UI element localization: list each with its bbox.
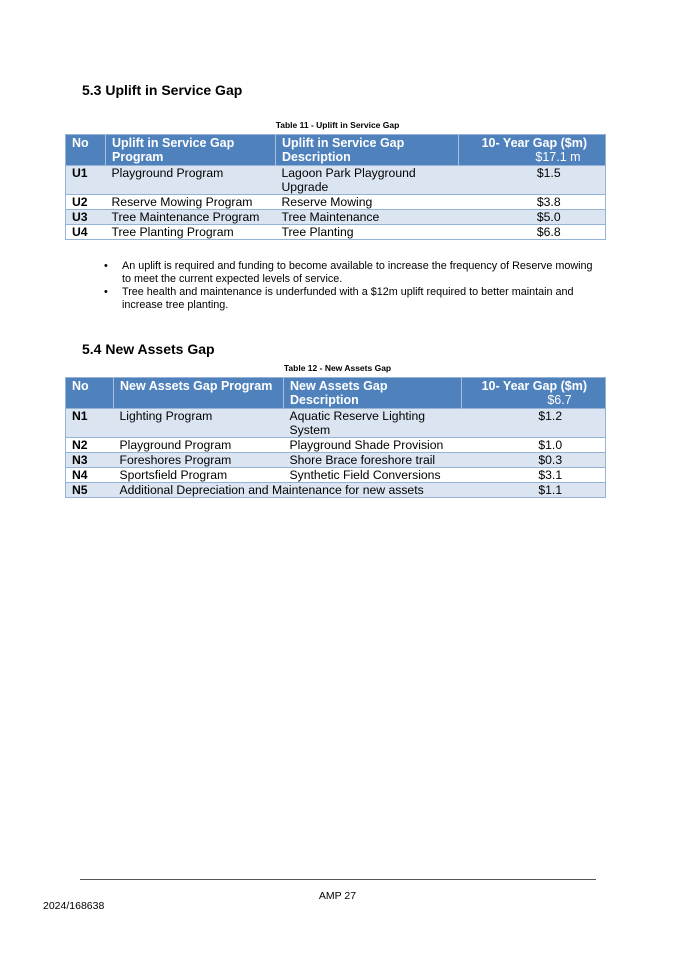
table-row <box>66 468 606 483</box>
header-gap-label: 10- Year Gap ($m) <box>481 379 587 393</box>
header-description: Uplift in Service Gap Description <box>276 135 459 166</box>
row-no: N1 <box>66 409 114 438</box>
row-no: U3 <box>66 210 106 225</box>
new-assets-gap-table <box>65 377 606 498</box>
row-program: Reserve Mowing Program <box>106 195 276 210</box>
table-row <box>66 195 606 210</box>
table-header-row <box>66 378 606 409</box>
header-program: New Assets Gap Program <box>114 378 284 409</box>
row-no: U2 <box>66 195 106 210</box>
header-gap-label: 10- Year Gap ($m) <box>481 136 587 150</box>
page-number: AMP 27 <box>318 890 357 902</box>
bullet-item: • An uplift is required and funding to become available to increase the frequency of Reserve mowing to meet the current expected levels of service. <box>104 260 604 286</box>
table-row <box>66 210 606 225</box>
row-no: N4 <box>66 468 114 483</box>
row-description: Reserve Mowing <box>276 195 459 210</box>
row-description: Lagoon Park Playground Upgrade <box>276 166 459 195</box>
row-program: Foreshores Program <box>114 453 284 468</box>
section-heading-uplift: 5.3 Uplift in Service Gap <box>82 82 243 98</box>
table-row <box>66 409 606 438</box>
row-program: Tree Maintenance Program <box>106 210 276 225</box>
header-gap-total: $6.7 <box>547 393 572 407</box>
header-no: No <box>66 135 106 166</box>
table-row <box>66 166 606 195</box>
table-caption-12: Table 12 - New Assets Gap <box>283 363 392 373</box>
row-description: Synthetic Field Conversions <box>284 468 462 483</box>
row-description: Aquatic Reserve Lighting System <box>284 409 462 438</box>
row-no: U1 <box>66 166 106 195</box>
header-gap-total: $17.1 m <box>535 150 581 164</box>
row-program: Tree Planting Program <box>106 225 276 240</box>
row-no: N2 <box>66 438 114 453</box>
table-caption-11: Table 11 - Uplift in Service Gap <box>275 120 400 130</box>
row-gap: $3.8 <box>459 195 606 210</box>
row-gap: $1.0 <box>462 438 606 453</box>
row-gap: $6.8 <box>459 225 606 240</box>
row-program: Sportsfield Program <box>114 468 284 483</box>
table-row <box>66 438 606 453</box>
row-gap: $1.2 <box>462 409 606 438</box>
row-gap: $5.0 <box>459 210 606 225</box>
section-heading-new-assets: 5.4 New Assets Gap <box>82 341 215 357</box>
row-gap: $0.3 <box>462 453 606 468</box>
header-gap <box>462 378 606 409</box>
row-no: U4 <box>66 225 106 240</box>
row-no: N3 <box>66 453 114 468</box>
header-program: Uplift in Service Gap Program <box>106 135 276 166</box>
header-description: New Assets Gap Description <box>284 378 462 409</box>
row-description: Shore Brace foreshore trail <box>284 453 462 468</box>
row-description: Tree Maintenance <box>276 210 459 225</box>
row-gap: $3.1 <box>462 468 606 483</box>
uplift-notes-list <box>104 260 604 312</box>
row-program: Playground Program <box>114 438 284 453</box>
row-no: N5 <box>66 483 114 498</box>
table-row <box>66 453 606 468</box>
row-program: Lighting Program <box>114 409 284 438</box>
bullet-item: • Tree health and maintenance is underfunded with a $12m uplift required to better maintain and increase tree planting. <box>104 286 604 312</box>
header-no: No <box>66 378 114 409</box>
row-program: Playground Program <box>106 166 276 195</box>
row-description: Tree Planting <box>276 225 459 240</box>
table-row <box>66 483 606 498</box>
table-header-row <box>66 135 606 166</box>
row-gap: $1.5 <box>459 166 606 195</box>
document-reference: 2024/168638 <box>43 900 105 912</box>
row-gap: $1.1 <box>462 483 606 498</box>
row-merged-description: Additional Depreciation and Maintenance for new assets <box>114 483 462 498</box>
footer-divider <box>80 879 596 880</box>
row-description: Playground Shade Provision <box>284 438 462 453</box>
header-gap <box>459 135 606 166</box>
table-row <box>66 225 606 240</box>
uplift-service-gap-table <box>65 134 606 240</box>
